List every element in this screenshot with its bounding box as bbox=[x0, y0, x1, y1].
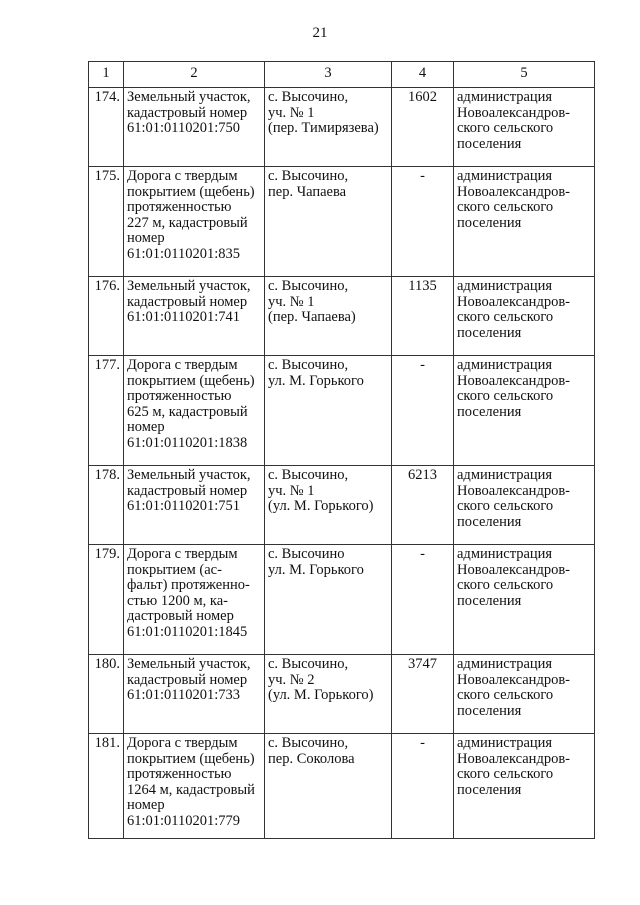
object-owner: администрация Новоалександров- ского сельского поселения bbox=[454, 277, 595, 356]
object-address: с. Высочино, пер. Чапаева bbox=[265, 167, 392, 277]
object-area: - bbox=[392, 167, 454, 277]
object-owner: администрация Новоалександров- ского сельского поселения bbox=[454, 734, 595, 839]
column-header-name: 2 bbox=[124, 62, 265, 88]
table-row bbox=[89, 88, 595, 167]
object-name: Дорога с твердым покрытием (щебень) протяженностью 227 м, кадастровый номер 61:01:0110201:835 bbox=[124, 167, 265, 277]
object-name: Дорога с твердым покрытием (щебень) протяженностью 1264 м, кадастровый номер 61:01:0110201:779 bbox=[124, 734, 265, 839]
object-address: с. Высочино, уч. № 2 (ул. М. Горького) bbox=[265, 655, 392, 734]
table-row bbox=[89, 545, 595, 655]
row-number: 180. bbox=[89, 655, 124, 734]
table-row bbox=[89, 167, 595, 277]
row-number: 181. bbox=[89, 734, 124, 839]
object-address: с. Высочино, уч. № 1 (ул. М. Горького) bbox=[265, 466, 392, 545]
row-number: 178. bbox=[89, 466, 124, 545]
table-row bbox=[89, 734, 595, 839]
row-number: 179. bbox=[89, 545, 124, 655]
row-number: 174. bbox=[89, 88, 124, 167]
object-name: Дорога с твердым покрытием (ас- фальт) протяженно- стью 1200 м, ка- дастровый номер 61:01:0110201:1845 bbox=[124, 545, 265, 655]
object-area: 6213 bbox=[392, 466, 454, 545]
object-name: Дорога с твердым покрытием (щебень) протяженностью 625 м, кадастровый номер 61:01:0110201:1838 bbox=[124, 356, 265, 466]
object-name: Земельный участок, кадастровый номер 61:01:0110201:750 bbox=[124, 88, 265, 167]
object-owner: администрация Новоалександров- ского сельского поселения bbox=[454, 466, 595, 545]
object-name: Земельный участок, кадастровый номер 61:01:0110201:733 bbox=[124, 655, 265, 734]
object-address: с. Высочино ул. М. Горького bbox=[265, 545, 392, 655]
object-name: Земельный участок, кадастровый номер 61:01:0110201:741 bbox=[124, 277, 265, 356]
table-row bbox=[89, 655, 595, 734]
row-number: 176. bbox=[89, 277, 124, 356]
object-address: с. Высочино, ул. М. Горького bbox=[265, 356, 392, 466]
object-address: с. Высочино, уч. № 1 (пер. Тимирязева) bbox=[265, 88, 392, 167]
page-number: 21 bbox=[312, 25, 328, 41]
row-number: 177. bbox=[89, 356, 124, 466]
table-row bbox=[89, 466, 595, 545]
object-owner: администрация Новоалександров- ского сельского поселения bbox=[454, 88, 595, 167]
object-address: с. Высочино, пер. Соколова bbox=[265, 734, 392, 839]
column-header-number: 1 bbox=[89, 62, 124, 88]
column-header-address: 3 bbox=[265, 62, 392, 88]
table-row bbox=[89, 277, 595, 356]
object-area: 1135 bbox=[392, 277, 454, 356]
object-name: Земельный участок, кадастровый номер 61:01:0110201:751 bbox=[124, 466, 265, 545]
property-register-table bbox=[88, 61, 595, 839]
column-header-owner: 5 bbox=[454, 62, 595, 88]
object-address: с. Высочино, уч. № 1 (пер. Чапаева) bbox=[265, 277, 392, 356]
object-area: - bbox=[392, 356, 454, 466]
object-owner: администрация Новоалександров- ского сельского поселения bbox=[454, 545, 595, 655]
row-number: 175. bbox=[89, 167, 124, 277]
object-area: 3747 bbox=[392, 655, 454, 734]
object-area: - bbox=[392, 545, 454, 655]
object-owner: администрация Новоалександров- ского сельского поселения bbox=[454, 655, 595, 734]
object-area: 1602 bbox=[392, 88, 454, 167]
table-row bbox=[89, 356, 595, 466]
object-owner: администрация Новоалександров- ского сельского поселения bbox=[454, 356, 595, 466]
table-header-row bbox=[89, 62, 595, 88]
column-header-area: 4 bbox=[392, 62, 454, 88]
object-area: - bbox=[392, 734, 454, 839]
object-owner: администрация Новоалександров- ского сельского поселения bbox=[454, 167, 595, 277]
